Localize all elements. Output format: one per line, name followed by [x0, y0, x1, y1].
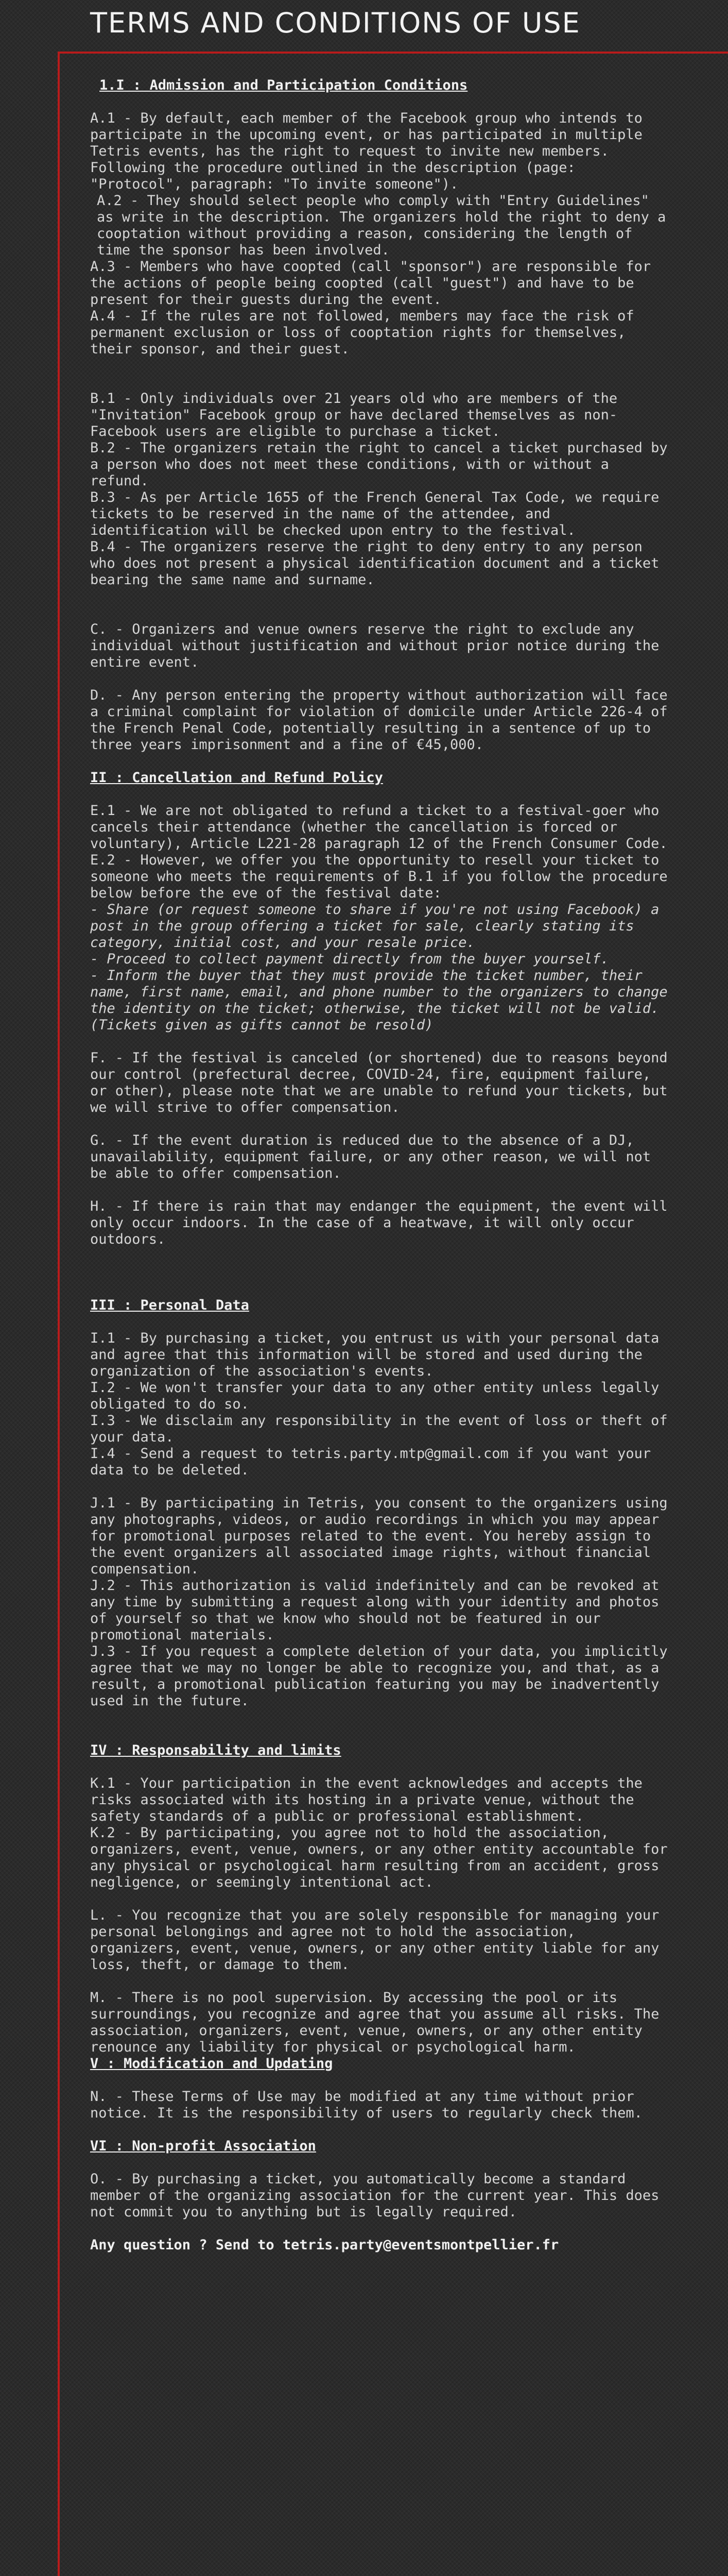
clause-b4: B.4 - The organizers reserve the right to deny entry to any person who does not present a physical identification document and a ticket bearing the same name and surname.: [90, 539, 660, 588]
clause-e2: E.2 - However, we offer you the opportunity to resell your ticket to someone who meets the requirements of B.1 if you follow the procedure below before the eve of the festival date:: [90, 852, 668, 901]
clause-e2-item: - Inform the buyer that they must provide the ticket number, their name, first name, email, and phone number to the organizers to change the identity on the ticket; otherwise, the ticket will not be valid.: [90, 968, 668, 1016]
clause-k1: K.1 - Your participation in the event acknowledges and accepts the risks associated with its hosting in a private venue, without the safety standards of a public or professional establishment.: [90, 1775, 643, 1824]
clause-m: M. - There is no pool supervision. By accessing the pool or its surroundings, you recognize and agree that you assume all risks. The association, organizers, event, venue, owners, or any other entity renounce any liability for physical or psychological harm.: [90, 1990, 660, 2055]
clause-j2: J.2 - This authorization is valid indefinitely and can be revoked at any time by submitting a request along with your identity and photos of yourself so that we know who should not be featured in our promotional materials.: [90, 1578, 660, 1643]
clause-o: O. - By purchasing a ticket, you automatically become a standard member of the organizing association for the current year. This does not commit you to anything but is legally required.: [90, 2171, 660, 2220]
page-title: TERMS AND CONDITIONS OF USE: [90, 7, 581, 39]
clause-n: N. - These Terms of Use may be modified at any time without prior notice. It is the responsibility of users to regularly check them.: [90, 2089, 643, 2121]
clause-i1: I.1 - By purchasing a ticket, you entrust us with your personal data and agree that this information will be stored and used during the organization of the association's events.: [90, 1330, 660, 1379]
clause-j3: J.3 - If you request a complete deletion of your data, you implicitly agree that we may no longer be able to recognize you, and that, as a result, a promotional publication featuring you may be inadvertently used in the future.: [90, 1643, 668, 1709]
section-heading-admission: 1.I : Admission and Participation Conditions: [99, 77, 468, 93]
section-heading-association: VI : Non-profit Association: [90, 2138, 316, 2154]
terms-content: [90, 77, 672, 2253]
clause-b3: B.3 - As per Article 1655 of the French General Tax Code, we require tickets to be reserved in the name of the attendee, and identification will be checked upon entry to the festival.: [90, 489, 660, 538]
clause-i4: I.4 - Send a request to tetris.party.mtp@gmail.com if you want your data to be deleted.: [90, 1446, 651, 1478]
clause-d: D. - Any person entering the property without authorization will face a criminal complaint for violation of domicile under Article 226-4 of the French Penal Code, potentially resulting in a sentence of up to three years imprisonment and a fine of €45,000.: [90, 687, 668, 753]
clause-c: C. - Organizers and venue owners reserve the right to exclude any individual without justification and without prior notice during the entire event.: [90, 621, 660, 670]
clause-a1: A.1 - By default, each member of the Facebook group who intends to participate in the upcoming event, or has participated in multiple Tetris events, has the right to request to invite new members. Following the procedure outlined in the description (page: "Protocol", paragraph: "To invite someone").: [90, 110, 643, 192]
section-heading-modification: V : Modification and Updating: [90, 2056, 333, 2072]
clause-f: F. - If the festival is canceled (or shortened) due to reasons beyond our control (prefectural decree, COVID-24, fire, equipment failure, or other), please note that we are unable to refund your tickets, but we will strive to offer compensation.: [90, 1050, 668, 1115]
contact-line: Any question ? Send to tetris.party@eventsmontpellier.fr: [90, 2237, 559, 2253]
clause-a4: A.4 - If the rules are not followed, members may face the risk of permanent exclusion or loss of cooptation rights for themselves, their sponsor, and their guest.: [90, 308, 634, 357]
clause-e2-note: (Tickets given as gifts cannot be resold): [90, 1017, 434, 1033]
clause-a2: A.2 - They should select people who comply with "Entry Guidelines" as write in the description. The organizers hold the right to deny a cooptation without providing a reason, considering the length of time the sponsor has been involved.: [97, 193, 666, 258]
clause-a3: A.3 - Members who have coopted (call "sponsor") are responsible for the actions of people being coopted (call "guest") and have to be present for their guests during the event.: [90, 259, 651, 308]
clause-i3: I.3 - We disclaim any responsibility in the event of loss or theft of your data.: [90, 1413, 668, 1445]
clause-b1: B.1 - Only individuals over 21 years old who are members of the "Invitation" Facebook group or have declared themselves as non-Facebook users are eligible to purchase a ticket.: [90, 391, 618, 439]
section-heading-responsibility: IV : Responsability and limits: [90, 1742, 341, 1758]
clause-i2: I.2 - We won't transfer your data to any other entity unless legally obligated to do so.: [90, 1380, 660, 1412]
section-heading-cancellation: II : Cancellation and Refund Policy: [90, 770, 383, 786]
clause-e1: E.1 - We are not obligated to refund a ticket to a festival-goer who cancels their attendance (whether the cancellation is forced or voluntary), Article L221-28 paragraph 12 of the French Consumer Code.: [90, 803, 668, 852]
clause-h: H. - If there is rain that may endanger the equipment, the event will only occur indoors. In the case of a heatwave, it will only occur outdoors.: [90, 1198, 668, 1247]
section-heading-personal-data: III : Personal Data: [90, 1297, 249, 1313]
clause-g: G. - If the event duration is reduced due to the absence of a DJ, unavailability, equipment failure, or any other reason, we will not be able to offer compensation.: [90, 1132, 651, 1181]
clause-e2-item: - Share (or request someone to share if you're not using Facebook) a post in the group offering a ticket for sale, clearly stating its category, initial cost, and your resale price.: [90, 902, 660, 951]
clause-b2: B.2 - The organizers retain the right to cancel a ticket purchased by a person who does not meet these conditions, with or without a refund.: [90, 440, 668, 489]
clause-j1: J.1 - By participating in Tetris, you consent to the organizers using any photographs, videos, or audio recordings in which you may appear for promotional purposes related to the event. You hereby assign to the event organizers all associated image rights, without financial compensation.: [90, 1495, 668, 1577]
clause-e2-item: - Proceed to collect payment directly from the buyer yourself.: [90, 951, 609, 967]
clause-k2: K.2 - By participating, you agree not to hold the association, organizers, event, venue, owners, or any other entity accountable for any physical or psychological harm resulting from an accident, gross negligence, or seemingly intentional act.: [90, 1825, 668, 1890]
clause-l: L. - You recognize that you are solely responsible for managing your personal belongings and agree not to hold the association, organizers, event, venue, owners, or any other entity liable for any loss, theft, or damage to them.: [90, 1907, 660, 1973]
